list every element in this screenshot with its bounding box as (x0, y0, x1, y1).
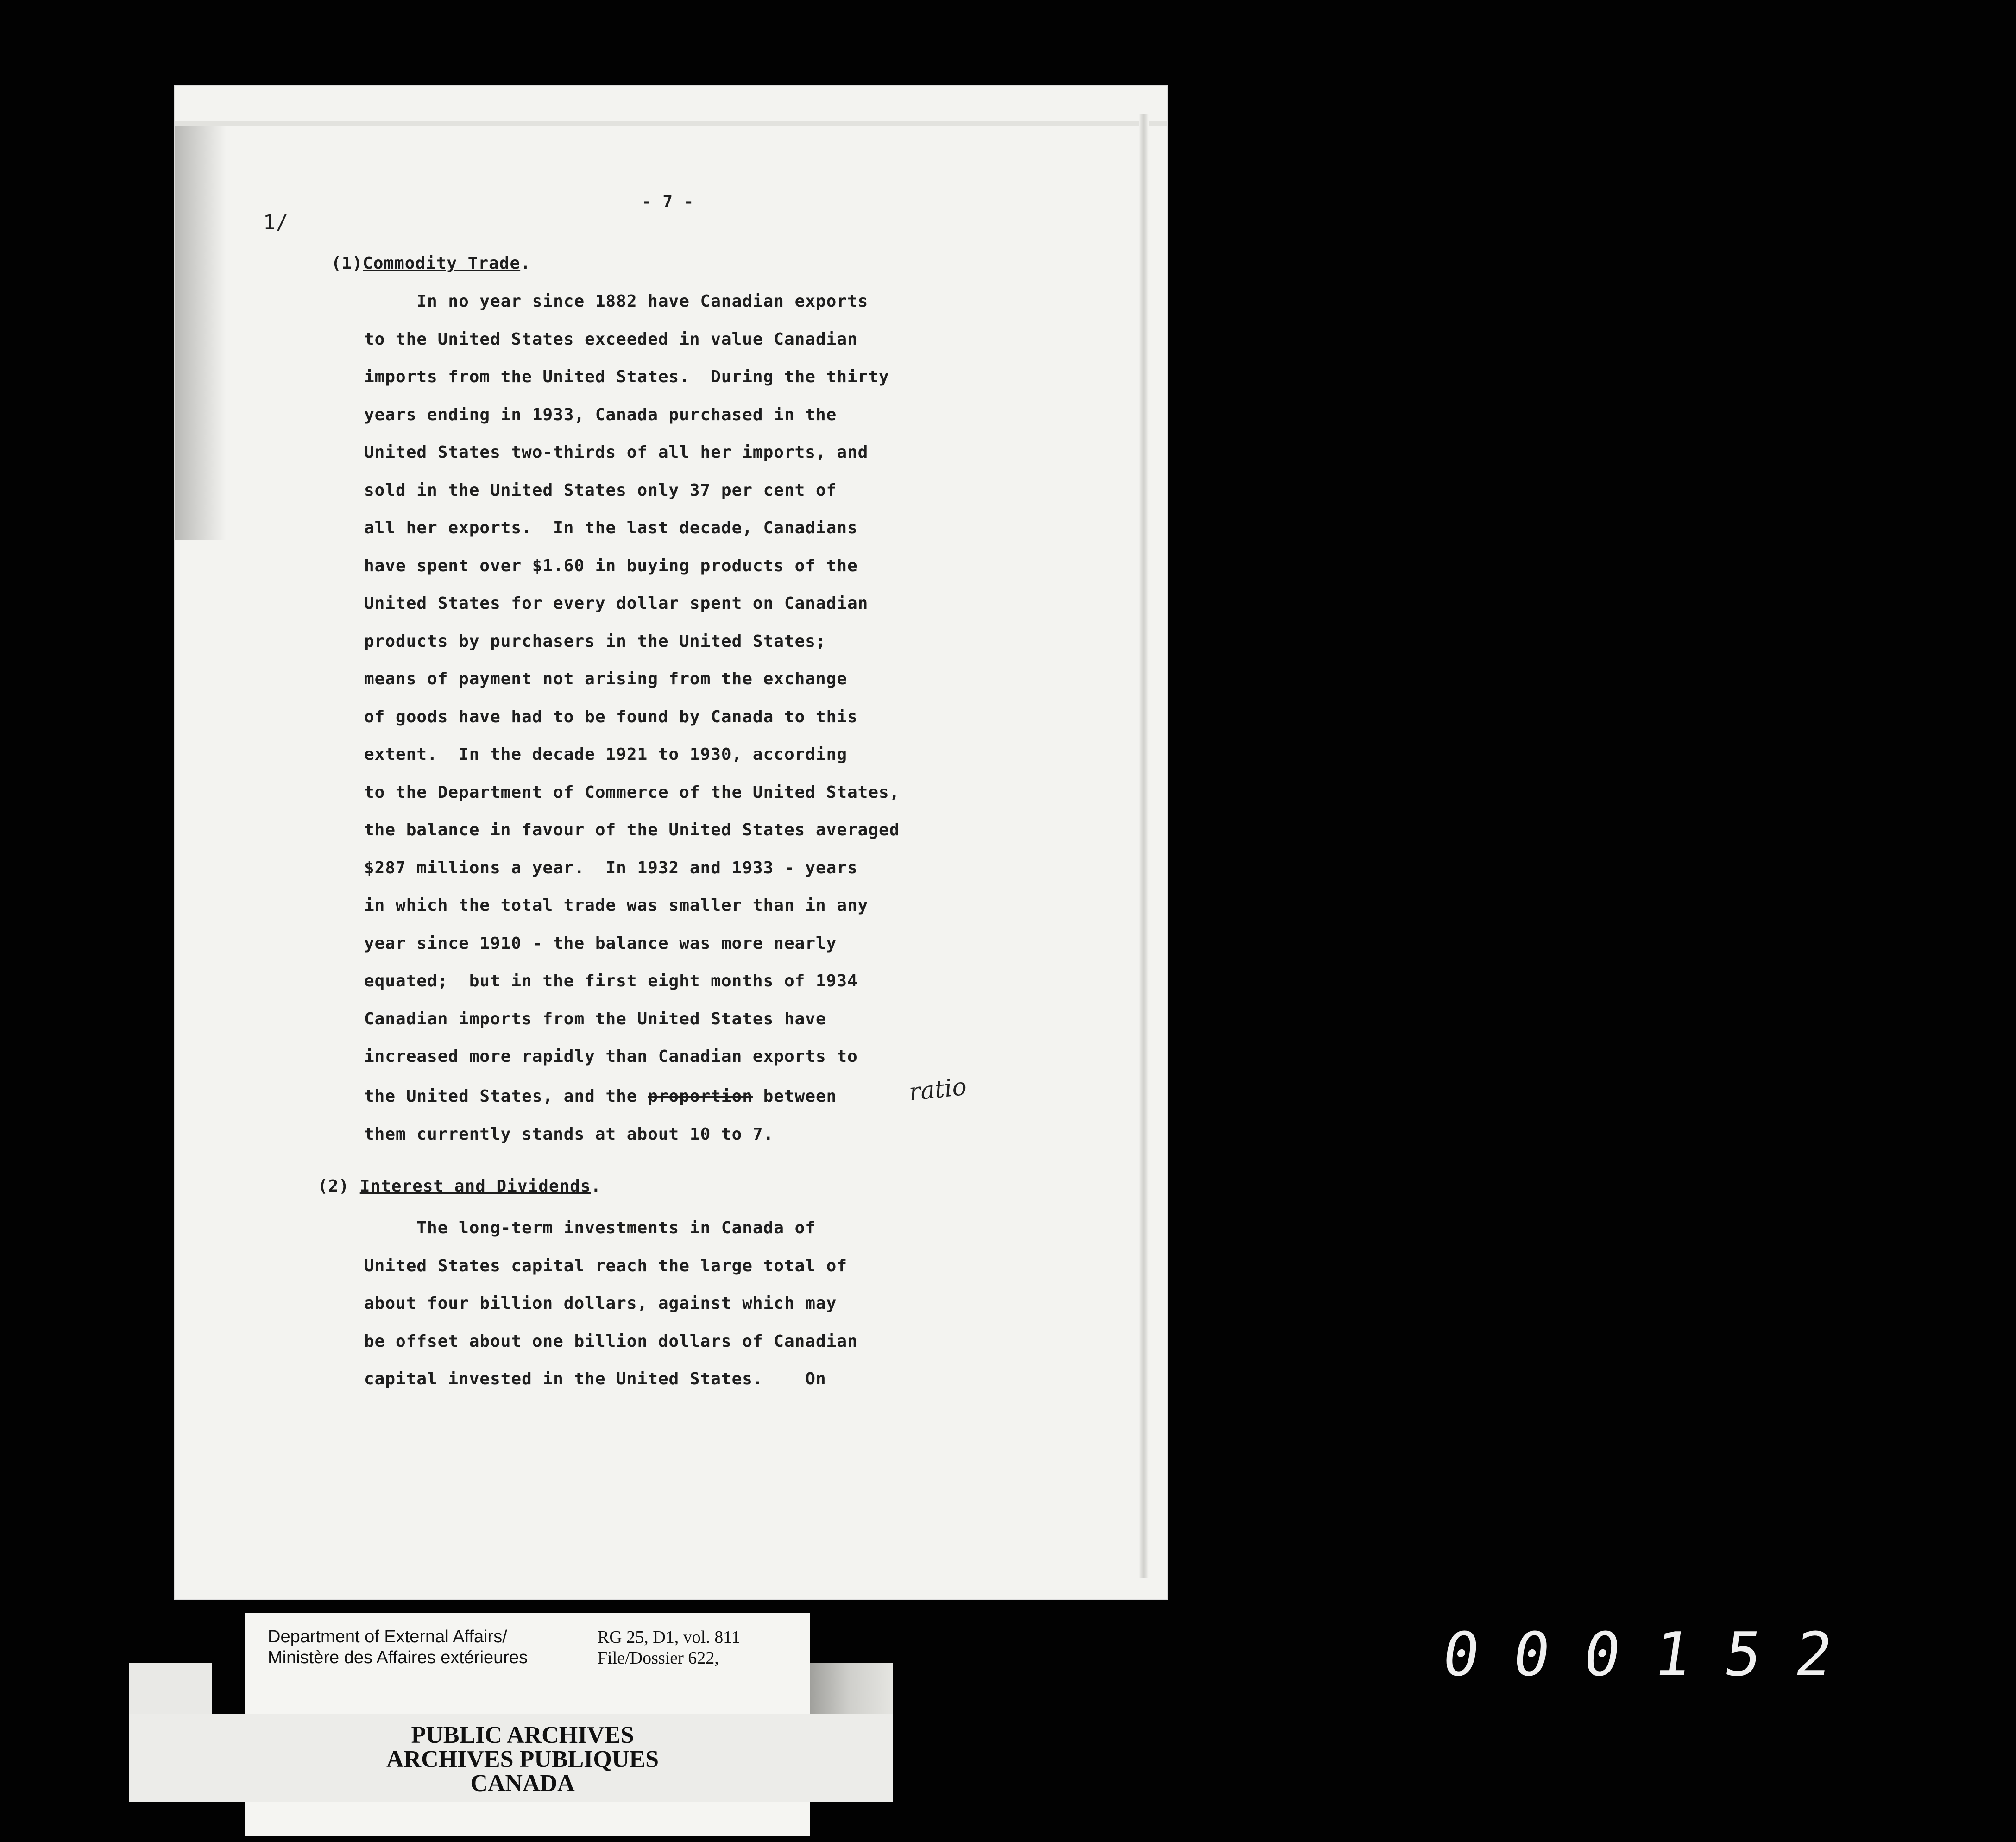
body-line: them currently stands at about 10 to 7. (364, 1125, 774, 1144)
page-number: - 7 - (642, 192, 694, 211)
section-1-heading (331, 254, 531, 273)
archives-stamp-line: PUBLIC ARCHIVES (411, 1722, 634, 1748)
page-shadow (175, 123, 226, 540)
section-1-number: (1) (331, 254, 363, 273)
body-line: capital invested in the United States. On (364, 1369, 826, 1388)
department-french: Ministère des Affaires extérieures (268, 1648, 528, 1667)
body-line: United States capital reach the large total of (364, 1256, 847, 1275)
body-line: United States for every dollar spent on Canadian (364, 594, 869, 613)
body-line: The long-term investments in Canada of (364, 1218, 816, 1237)
body-line: years ending in 1933, Canada purchased in the (364, 405, 837, 424)
body-line: increased more rapidly than Canadian exports to (364, 1047, 858, 1066)
section-1-title: Commodity Trade (363, 254, 521, 273)
body-line: United States two-thirds of all her imports, and (364, 443, 869, 462)
body-line: sold in the United States only 37 per cent of (364, 480, 837, 500)
frame-number: 000152 (1438, 1619, 1871, 1690)
file-reference: File/Dossier 622, (598, 1648, 719, 1668)
archives-stamp-line: ARCHIVES PUBLIQUES (386, 1746, 659, 1773)
body-line: In no year since 1882 have Canadian exports (364, 292, 869, 311)
body-line: of goods have had to be found by Canada to this (364, 707, 858, 726)
body-line: the balance in favour of the United States averaged (364, 820, 900, 839)
body-line: products by purchasers in the United States; (364, 631, 826, 651)
body-line: to the Department of Commerce of the United States, (364, 782, 900, 802)
body-line (364, 1087, 837, 1106)
body-line: equated; but in the first eight months of 1934 (364, 971, 858, 990)
body-line: all her exports. In the last decade, Canadians (364, 518, 858, 537)
line-text: between (752, 1087, 837, 1106)
body-line: year since 1910 - the balance was more nearly (364, 934, 837, 953)
department-english: Department of External Affairs/ (268, 1627, 507, 1646)
line-text: the United States, and the (364, 1087, 648, 1106)
body-line: in which the total trade was smaller than in any (364, 896, 869, 915)
body-line: extent. In the decade 1921 to 1930, according (364, 745, 847, 764)
section-2-title: Interest and Dividends (359, 1177, 591, 1196)
corner-mark: 1/ (263, 211, 289, 234)
body-line: about four billion dollars, against which may (364, 1294, 837, 1313)
section-2-heading (318, 1177, 601, 1196)
record-group-reference: RG 25, D1, vol. 811 (598, 1628, 740, 1647)
section-2-number: (2) (318, 1177, 350, 1196)
body-line: imports from the United States. During the thirty (364, 367, 889, 386)
body-line: be offset about one billion dollars of Canadian (364, 1331, 858, 1351)
section-1-title-end: . (520, 254, 531, 273)
body-line: Canadian imports from the United States have (364, 1009, 826, 1028)
handwritten-correction: ratio (907, 1072, 968, 1107)
struck-word: proportion (648, 1087, 753, 1106)
section-2-title-end: . (591, 1177, 602, 1196)
body-line: have spent over $1.60 in buying products of the (364, 556, 858, 575)
body-line: to the United States exceeded in value Canadian (364, 329, 858, 349)
body-line: $287 millions a year. In 1932 and 1933 - years (364, 858, 858, 877)
page-right-edge (1139, 114, 1149, 1578)
page-top-edge (175, 121, 1167, 126)
archives-stamp-line: CANADA (470, 1770, 575, 1797)
body-line: means of payment not arising from the exchange (364, 669, 847, 688)
